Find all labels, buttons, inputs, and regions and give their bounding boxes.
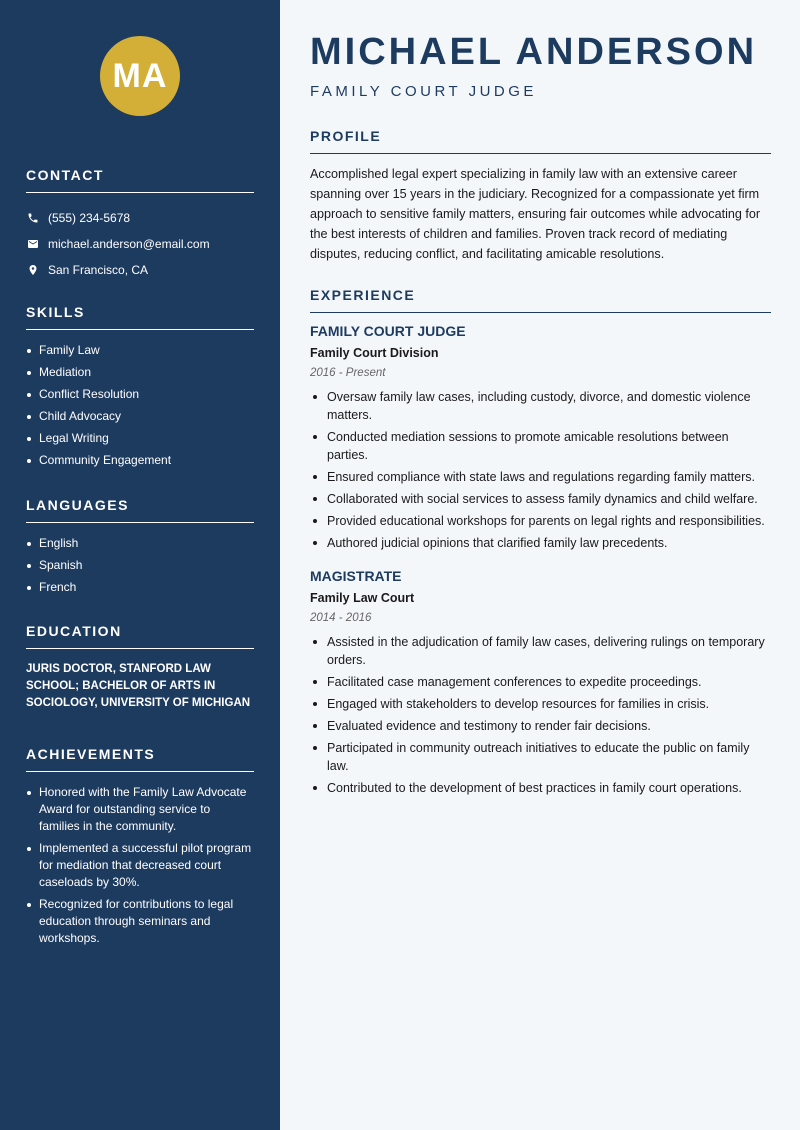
job-bullet: Participated in community outreach initiatives to educate the public on family law. xyxy=(310,739,771,775)
contact-email[interactable] xyxy=(26,231,254,257)
candidate-name: MICHAEL ANDERSON xyxy=(310,31,758,73)
experience-section xyxy=(310,287,771,801)
contact-heading: CONTACT xyxy=(26,167,254,193)
education-text: JURIS DOCTOR, STANFORD LAW SCHOOL; BACHELOR OF ARTS IN SOCIOLOGY, UNIVERSITY OF MICHIGAN xyxy=(26,663,251,709)
job-title: FAMILY COURT JUDGE xyxy=(310,323,466,339)
location-pin-icon xyxy=(26,263,40,277)
location-text: San Francisco, CA xyxy=(48,263,149,277)
job-bullet: Conducted mediation sessions to promote amicable resolutions between parties. xyxy=(310,428,771,464)
sidebar xyxy=(0,0,280,1130)
language-item: English xyxy=(26,535,254,552)
skill-item: Child Advocacy xyxy=(26,408,254,425)
job-bullet: Provided educational workshops for parents on legal rights and responsibilities. xyxy=(310,512,771,530)
skill-item: Mediation xyxy=(26,364,254,381)
achievement-item: Recognized for contributions to legal education through seminars and workshops. xyxy=(26,896,254,947)
job-dates: 2016 - Present xyxy=(310,367,386,379)
candidate-role: FAMILY COURT JUDGE xyxy=(310,83,537,100)
job-organization: Family Court Division xyxy=(310,346,439,360)
experience-heading: EXPERIENCE xyxy=(310,287,771,313)
achievements-heading: ACHIEVEMENTS xyxy=(26,746,254,772)
contact-section xyxy=(26,167,254,283)
skill-item: Community Engagement xyxy=(26,452,254,469)
profile-section xyxy=(310,128,771,264)
skill-item: Family Law xyxy=(26,342,254,359)
job-organization: Family Law Court xyxy=(310,591,415,605)
skills-section xyxy=(26,304,254,474)
avatar: MA xyxy=(100,36,180,116)
skills-heading: SKILLS xyxy=(26,304,254,330)
job-bullet: Contributed to the development of best practices in family court operations. xyxy=(310,779,771,797)
job-dates: 2014 - 2016 xyxy=(310,612,372,624)
languages-heading: LANGUAGES xyxy=(26,497,254,523)
job-bullet: Engaged with stakeholders to develop resources for families in crisis. xyxy=(310,695,771,713)
job-bullet: Authored judicial opinions that clarified family law precedents. xyxy=(310,534,771,552)
job-bullet: Evaluated evidence and testimony to render fair decisions. xyxy=(310,717,771,735)
language-item: Spanish xyxy=(26,557,254,574)
contact-location xyxy=(26,257,254,283)
job-bullet: Ensured compliance with state laws and regulations regarding family matters. xyxy=(310,468,771,486)
education-section xyxy=(26,623,254,712)
email-text: michael.anderson@email.com xyxy=(48,237,210,251)
email-icon xyxy=(26,237,40,251)
job-bullet: Oversaw family law cases, including custody, divorce, and domestic violence matters. xyxy=(310,388,771,424)
languages-section xyxy=(26,497,254,601)
phone-icon xyxy=(26,211,40,225)
phone-text: (555) 234-5678 xyxy=(48,211,131,225)
job-bullet: Assisted in the adjudication of family law cases, delivering rulings on temporary orders. xyxy=(310,633,771,669)
education-heading: EDUCATION xyxy=(26,623,254,649)
job-entry xyxy=(310,323,771,552)
profile-text: Accomplished legal expert specializing in family law with an extensive career spanning over 15 years in the judiciary. Recognized for a compassionate yet firm approach to sensitive family matters, ensuring fair outcomes while advocating for the best interests of children and families. Proven track record of mediating disputes, reducing conflict, and facilitating amicable resolutions. xyxy=(310,167,761,261)
language-item: French xyxy=(26,579,254,596)
achievement-item: Honored with the Family Law Advocate Award for outstanding service to families in the community. xyxy=(26,784,254,835)
skill-item: Legal Writing xyxy=(26,430,254,447)
job-bullet: Collaborated with social services to assess family dynamics and child welfare. xyxy=(310,490,771,508)
achievement-item: Implemented a successful pilot program for mediation that decreased court caseloads by 30%. xyxy=(26,840,254,891)
contact-phone[interactable] xyxy=(26,205,254,231)
achievements-section xyxy=(26,746,254,952)
profile-heading: PROFILE xyxy=(310,128,771,154)
job-title: MAGISTRATE xyxy=(310,568,402,584)
job-entry xyxy=(310,568,771,797)
job-bullet: Facilitated case management conferences to expedite proceedings. xyxy=(310,673,771,691)
skill-item: Conflict Resolution xyxy=(26,386,254,403)
